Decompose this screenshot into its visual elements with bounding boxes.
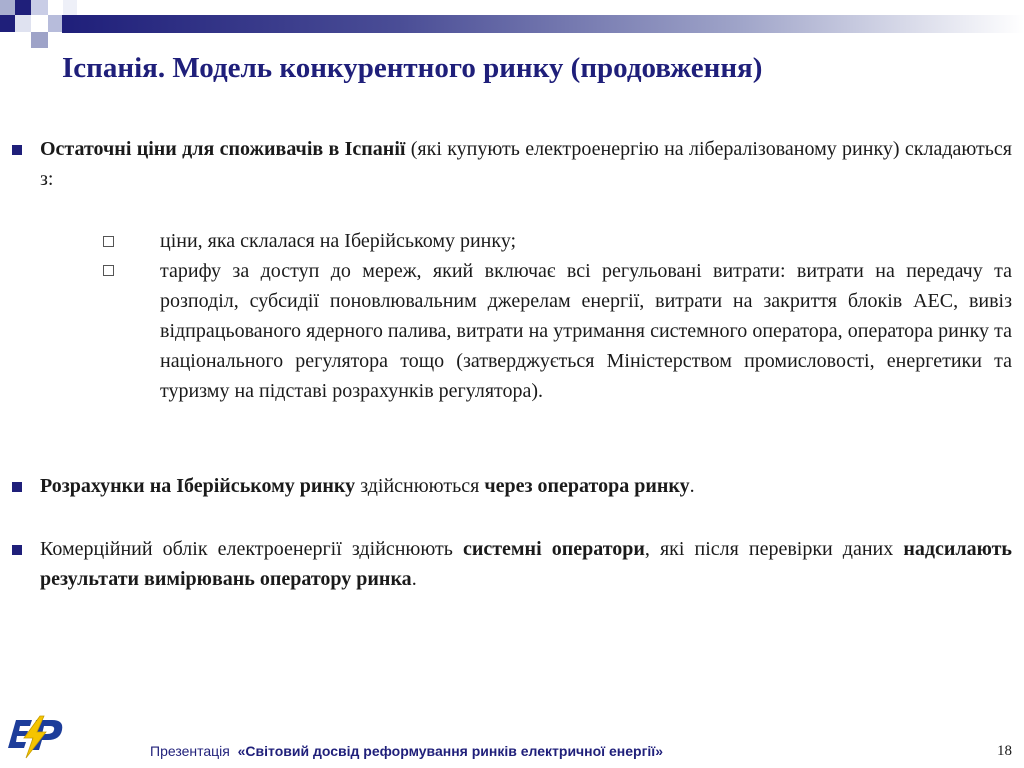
sub-item-network-tariff: тарифу за доступ до мереж, який включає всі регульовані витрати: витрати на передачу та розподіл, субсидії поновлювальним джерелам енергії, витрати на закриття блоків АЕС, вивіз відпрацьованого ядерного палива, витрати на утримання системного оператора, оператора ринку та національного регулятора тощо (затверджується Міністерством промисловості, енергетики та туризму на підставі розрахунків регулятора). [160, 260, 1012, 402]
hollow-square-bullet-icon [103, 265, 114, 276]
bullet-bold-text: Розрахунки на Іберійському ринку [40, 475, 356, 497]
slide-title: Іспанія. Модель конкурентного ринку (продовження) [62, 52, 763, 84]
bullet-text: . [411, 568, 417, 590]
decor-square [63, 0, 77, 15]
square-bullet-icon [12, 545, 22, 555]
header-gradient-band [62, 15, 1024, 33]
bullet-final-prices [40, 134, 1012, 194]
bullet-bold-text: надсилають результати вимірювань оператору ринка [40, 538, 1012, 590]
footer [150, 743, 663, 759]
decor-square [48, 15, 62, 32]
bullet-bold-text: системні оператори [462, 538, 645, 560]
page-number: 18 [997, 743, 1012, 759]
bullet-text: Комерційний облік електроенергії здійснюють [40, 538, 463, 560]
bullet-bold-text: через оператора ринку [484, 475, 690, 497]
bullet-text: (які купують електроенергію на лібералізованому ринку) складаються з: [40, 138, 1012, 190]
bullet-text: . [689, 475, 695, 497]
footer-presentation-title: «Світовий досвід реформування ринків електричної енергії» [237, 743, 664, 759]
bullet-text: , які після перевірки даних [644, 538, 904, 560]
decor-square [0, 15, 15, 32]
square-bullet-icon [12, 482, 22, 492]
decor-square [31, 0, 48, 15]
hollow-square-bullet-icon [103, 236, 114, 247]
bullet-bold-text: Остаточні ціни для споживачів в Іспанії [40, 138, 406, 160]
decor-square [15, 15, 31, 32]
bullet-metering [40, 534, 1012, 594]
decor-square [0, 0, 15, 15]
decor-square [15, 0, 31, 15]
bullet-text: здійснюються [355, 475, 485, 497]
bullet-settlements [40, 471, 1012, 501]
footer-prefix: Презентація [150, 743, 230, 759]
square-bullet-icon [12, 145, 22, 155]
company-logo-icon [2, 714, 68, 760]
sub-item-iberian-price: ціни, яка склалася на Іберійському ринку; [160, 230, 517, 252]
decor-square [31, 32, 48, 48]
